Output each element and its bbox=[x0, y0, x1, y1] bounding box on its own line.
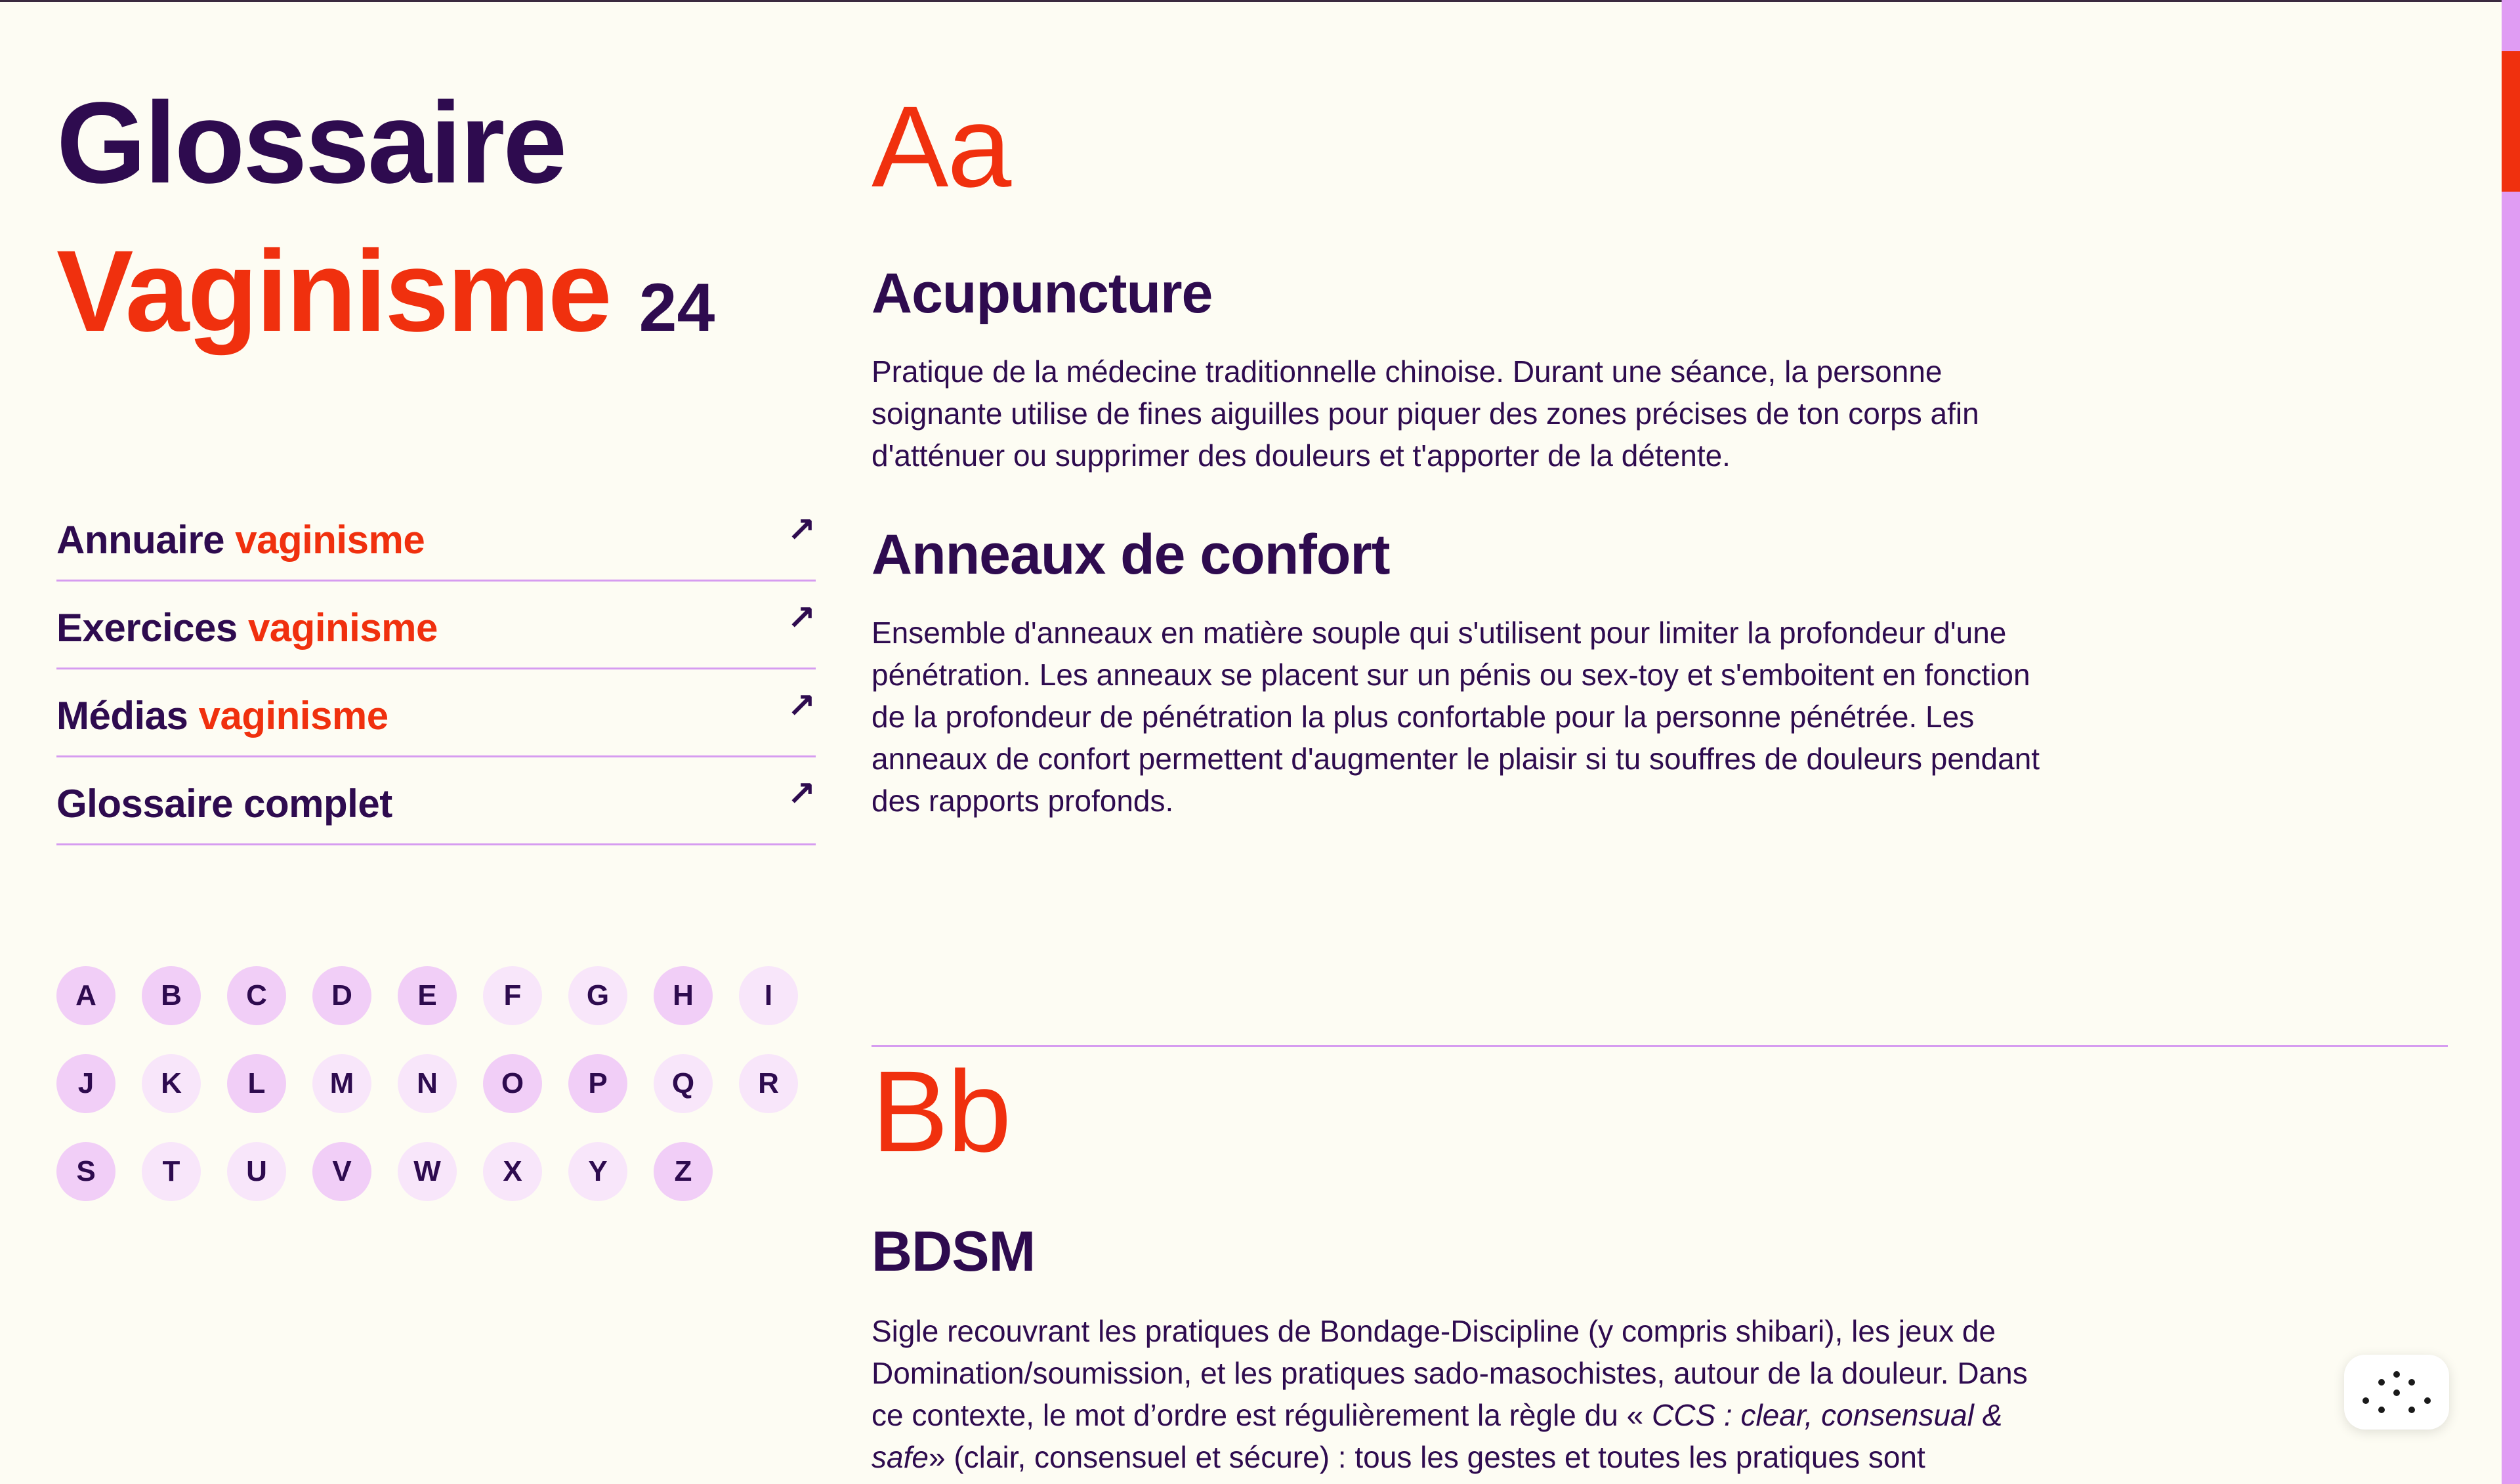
alphabet-letter-w[interactable]: W bbox=[398, 1142, 457, 1201]
arrow-up-right-icon: ↗ bbox=[787, 599, 816, 637]
subtitle-row bbox=[56, 227, 715, 356]
section-a bbox=[872, 83, 1011, 211]
alphabet-letter-j[interactable]: J bbox=[56, 1054, 116, 1113]
alphabet-letter-z[interactable]: Z bbox=[654, 1142, 713, 1201]
alphabet-letter-r[interactable]: R bbox=[739, 1054, 798, 1113]
arrow-up-right-icon: ↗ bbox=[787, 687, 816, 725]
link-label: Médias vaginisme bbox=[56, 694, 388, 738]
sidebar bbox=[56, 0, 816, 1484]
term-title: BDSM bbox=[872, 1220, 1036, 1283]
alphabet-letter-a[interactable]: A bbox=[56, 966, 116, 1025]
term-title: Anneaux de confort bbox=[872, 523, 1390, 586]
alphabet-letter-v[interactable]: V bbox=[312, 1142, 371, 1201]
page-subtitle: Vaginisme bbox=[56, 227, 610, 356]
alphabet-index bbox=[56, 966, 798, 1201]
alphabet-letter-s[interactable]: S bbox=[56, 1142, 116, 1201]
term-definition: Ensemble d'anneaux en matière souple qui s'utilisent pour limiter la profondeur d'une pénétration. Les anneaux se placent sur un pénis ou sex-toy et s'emboitent en fonction de la profondeur de pénétration la plus confortable pour la personne pénétrée. Les anneaux de confort permettent d'augmenter le plaisir si tu souffres de douleurs pendant des rapports profonds. bbox=[872, 616, 2040, 818]
arrow-up-right-icon: ↗ bbox=[787, 775, 816, 813]
section-letter-a: Aa bbox=[872, 83, 1011, 211]
term-definition: Sigle recouvrant les pratiques de Bondage-Discipline (y compris shibari), les jeux de Domination/soumission, et les pratiques sado-masochistes, autour de la douleur. Dans ce contexte, le mot d’ordre est régulièrement la règle du « CCS : clear, consensual & safe» (clair, consensuel et sécure) : tous les gestes et toutes les pratiques sont bbox=[872, 1314, 2028, 1474]
alphabet-letter-b[interactable]: B bbox=[142, 966, 201, 1025]
alphabet-letter-n[interactable]: N bbox=[398, 1054, 457, 1113]
scrollbar-track[interactable] bbox=[2502, 0, 2520, 1484]
term-title: Acupuncture bbox=[872, 262, 1213, 325]
alphabet-letter-i[interactable]: I bbox=[739, 966, 798, 1025]
alphabet-letter-f[interactable]: F bbox=[483, 966, 542, 1025]
alphabet-letter-e[interactable]: E bbox=[398, 966, 457, 1025]
alphabet-letter-x[interactable]: X bbox=[483, 1142, 542, 1201]
alphabet-letter-k[interactable]: K bbox=[142, 1054, 201, 1113]
alphabet-letter-t[interactable]: T bbox=[142, 1142, 201, 1201]
link-medias[interactable] bbox=[56, 669, 816, 757]
alphabet-letter-m[interactable]: M bbox=[312, 1054, 371, 1113]
link-label: Annuaire vaginisme bbox=[56, 518, 425, 562]
link-exercices[interactable] bbox=[56, 582, 816, 669]
term-definition: Pratique de la médecine traditionnelle chinoise. Durant une séance, la personne soignante utilise de fines aiguilles pour piquer des zones précises de ton corps afin d'atténuer ou supprimer des douleurs et t'apporter de la détente. bbox=[872, 354, 1979, 473]
link-label: Glossaire complet bbox=[56, 782, 392, 826]
section-divider bbox=[872, 1045, 2448, 1047]
related-links bbox=[56, 494, 816, 845]
alphabet-letter-o[interactable]: O bbox=[483, 1054, 542, 1113]
arrow-up-right-icon: ↗ bbox=[787, 511, 816, 549]
alphabet-letter-d[interactable]: D bbox=[312, 966, 371, 1025]
section-letter-b: Bb bbox=[872, 1048, 1011, 1176]
alphabet-letter-u[interactable]: U bbox=[227, 1142, 286, 1201]
scrollbar-thumb[interactable] bbox=[2502, 51, 2520, 192]
page-title: Glossaire bbox=[56, 79, 566, 207]
floating-widget-button[interactable] bbox=[2344, 1355, 2449, 1430]
term-count: 24 bbox=[639, 270, 715, 346]
section-b bbox=[872, 1048, 1011, 1176]
link-annuaire[interactable] bbox=[56, 494, 816, 582]
alphabet-letter-p[interactable]: P bbox=[568, 1054, 627, 1113]
alphabet-letter-y[interactable]: Y bbox=[568, 1142, 627, 1201]
alphabet-letter-g[interactable]: G bbox=[568, 966, 627, 1025]
alphabet-letter-q[interactable]: Q bbox=[654, 1054, 713, 1113]
alphabet-letter-h[interactable]: H bbox=[654, 966, 713, 1025]
alphabet-letter-l[interactable]: L bbox=[227, 1054, 286, 1113]
link-label: Exercices vaginisme bbox=[56, 606, 438, 650]
dots-grid-icon bbox=[2361, 1369, 2433, 1415]
link-glossaire-complet[interactable] bbox=[56, 757, 816, 845]
alphabet-letter-c[interactable]: C bbox=[227, 966, 286, 1025]
